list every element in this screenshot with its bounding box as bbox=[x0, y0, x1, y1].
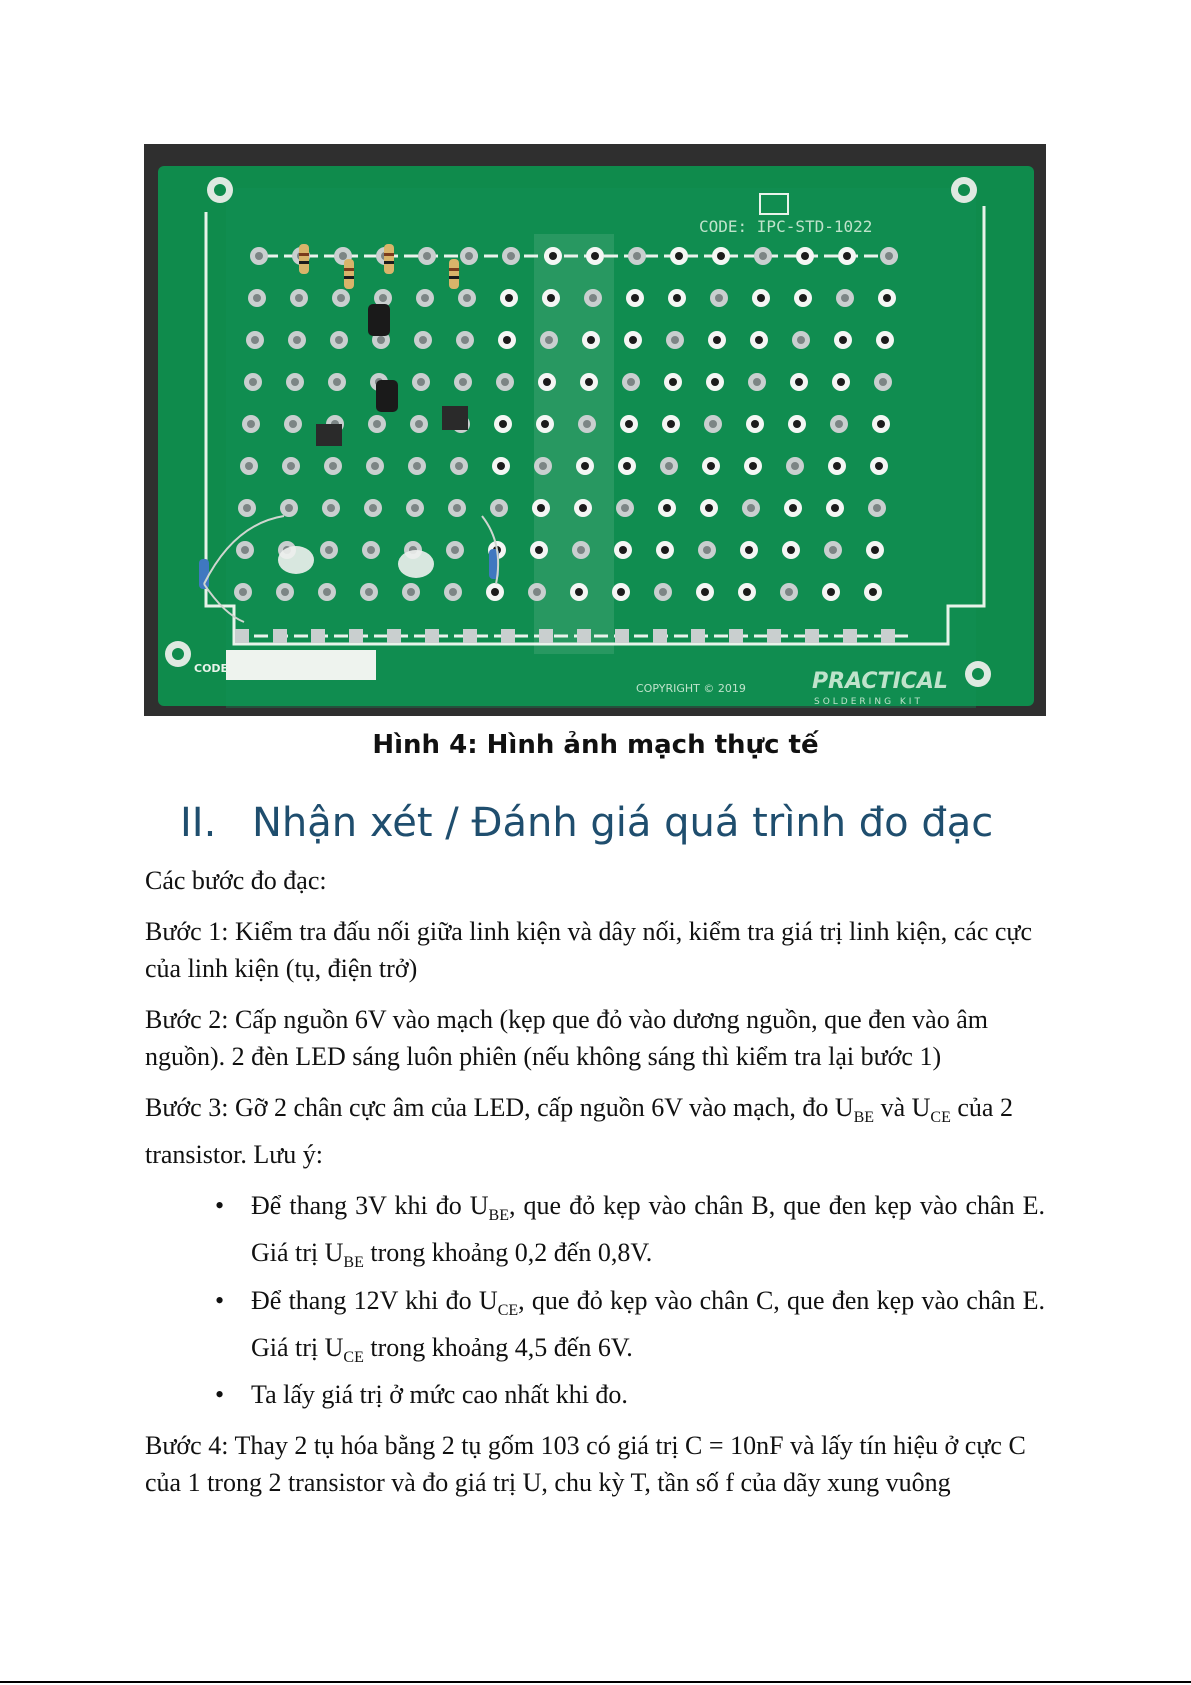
section-title: Nhận xét / Đánh giá quá trình đo đạc bbox=[252, 800, 994, 846]
step-3-notes-list bbox=[145, 1187, 1045, 1413]
page-bottom-border bbox=[0, 1681, 1191, 1683]
body-text bbox=[145, 862, 1045, 1515]
circuit-photo bbox=[144, 144, 1046, 716]
section-number: II. bbox=[180, 800, 217, 846]
step-3-paragraph: Bước 3: Gỡ 2 chân cực âm của LED, cấp nguồn 6V vào mạch, đo $U_{BE}$ và $U_{CE}$ của 2 transistor. Lưu ý: bbox=[145, 1093, 1013, 1170]
board-brand: PRACTICAL bbox=[812, 669, 948, 694]
list-item: • Ta lấy giá trị ở mức cao nhất khi đo. bbox=[215, 1379, 628, 1409]
figure-caption: Hình 4: Hình ảnh mạch thực tế bbox=[372, 730, 819, 760]
list-item: • Để thang 3V khi đo $U_{BE}$, que đỏ kẹp vào chân B, que đen kẹp vào chân E. Giá trị $U_{BE}$ trong khoảng 0,2 đến 0,8V. bbox=[215, 1191, 1045, 1272]
board-kit: SOLDERING KIT bbox=[814, 697, 923, 707]
list-item: • Để thang 12V khi đo $U_{CE}$, que đỏ kẹp vào chân C, que đen kẹp vào chân E. Giá trị $U_{CE}$ trong khoảng 4,5 đến 6V. bbox=[215, 1285, 1046, 1366]
intro-paragraph: Các bước đo đạc: bbox=[145, 866, 327, 895]
section-heading bbox=[180, 800, 993, 846]
pcb-board-image bbox=[144, 144, 1046, 716]
board-code-label: CODE bbox=[194, 662, 229, 675]
step-1-paragraph: Bước 1: Kiểm tra đấu nối giữa linh kiện và dây nối, kiểm tra giá trị linh kiện, các cực của linh kiện (tụ, điện trở) bbox=[145, 917, 1033, 983]
step-2-paragraph: Bước 2: Cấp nguồn 6V vào mạch (kẹp que đỏ vào dương nguồn, que đen vào âm nguồn). 2 đèn LED sáng luôn phiên (nếu không sáng thì kiểm tra lại bước 1) bbox=[145, 1005, 988, 1071]
step-4-paragraph: Bước 4: Thay 2 tụ hóa bằng 2 tụ gốm 103 có giá trị C = 10nF và lấy tín hiệu ở cực C của 1 trong 2 transistor và đo giá trị U, chu kỳ T, tần số f của dãy xung vuông bbox=[145, 1430, 1026, 1497]
board-code-top: CODE: IPC-STD-1022 bbox=[699, 217, 873, 236]
board-copyright: COPYRIGHT © 2019 bbox=[636, 682, 746, 695]
